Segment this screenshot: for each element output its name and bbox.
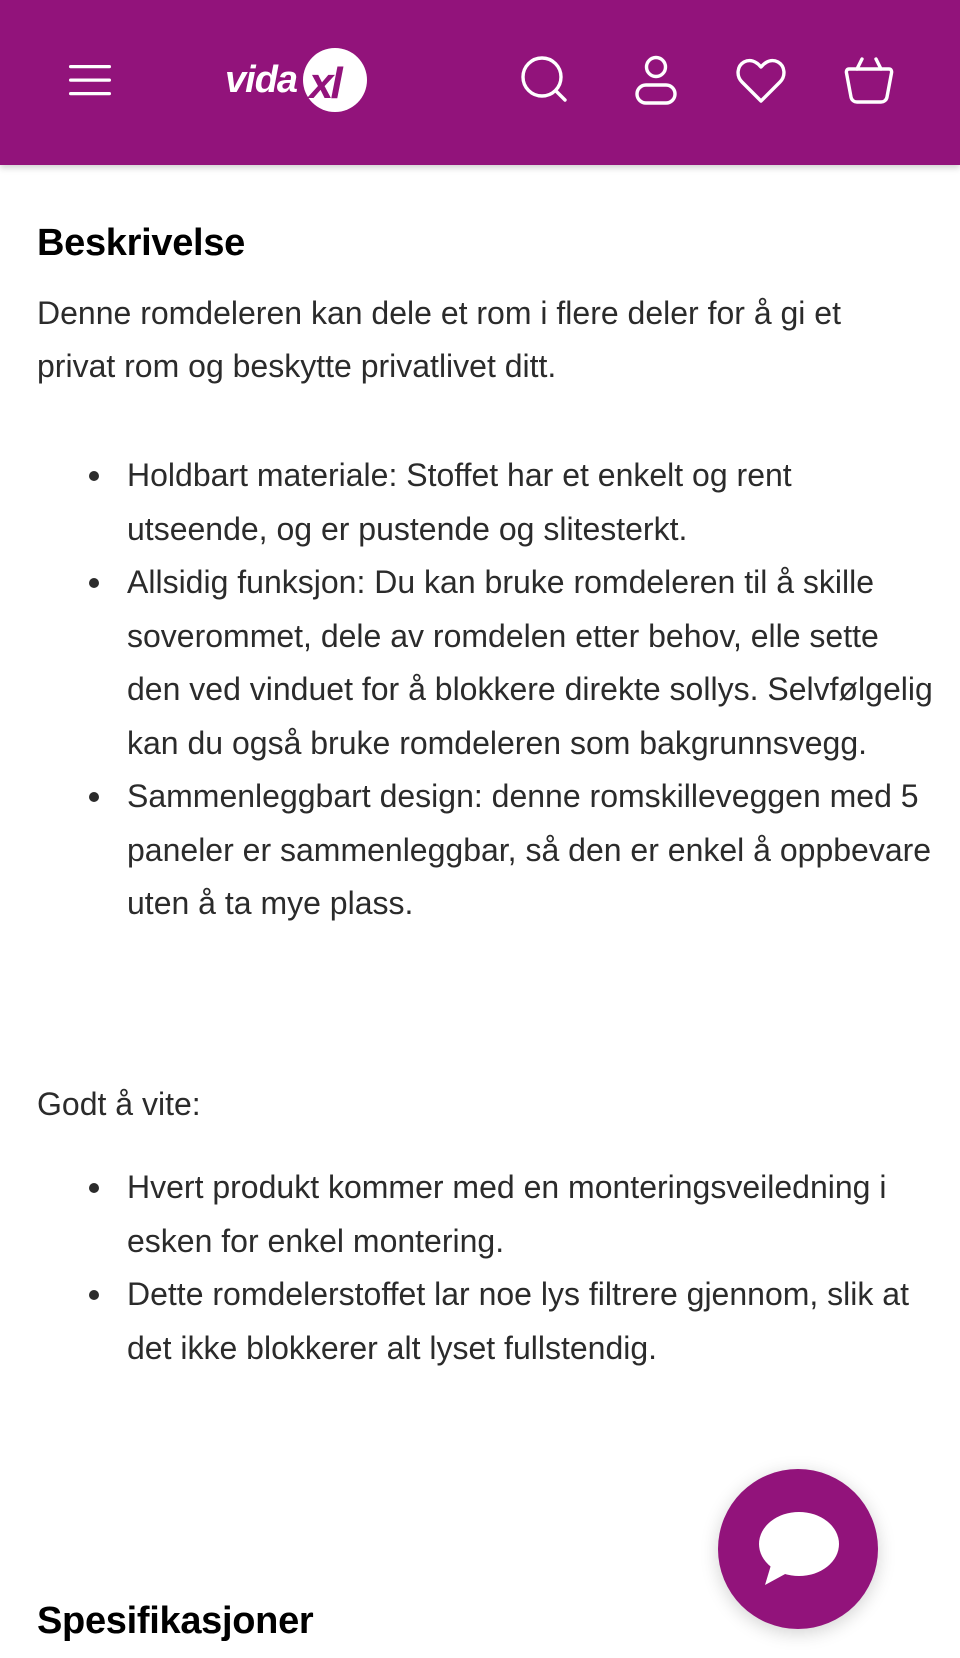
vidaxl-logo[interactable] xyxy=(218,42,378,118)
heart-icon xyxy=(735,57,787,105)
specifications-title: Spesifikasjoner xyxy=(37,1600,314,1642)
bullet-icon xyxy=(89,792,99,802)
list-item xyxy=(37,556,937,770)
good-to-know-label: Godt å vite: xyxy=(37,1086,201,1122)
bullet-icon xyxy=(89,471,99,481)
good-to-know-list xyxy=(37,1161,917,1375)
feature-text: Allsidig funksjon: Du kan bruke romdeleren til å skille soverommet, dele av romdelen etter behov, elle sette den ved vinduet for å blokkere direkte sollys. Selvfølgelig kan du også bruke romdeleren som bakgrunnsvegg. xyxy=(127,564,933,761)
account-button[interactable] xyxy=(625,52,687,110)
list-item xyxy=(37,1161,917,1268)
user-icon xyxy=(633,55,679,107)
basket-icon xyxy=(843,55,895,107)
search-button[interactable] xyxy=(515,52,577,110)
feature-list xyxy=(37,449,937,931)
description-intro: Denne romdeleren kan dele et rom i flere deler for å gi et privat rom og beskytte privatlivet ditt. xyxy=(37,295,841,384)
bullet-icon xyxy=(89,578,99,588)
svg-text:xl: xl xyxy=(309,59,340,108)
svg-text:vida: vida xyxy=(225,59,298,101)
feature-text: Sammenleggbart design: denne romskilleveggen med 5 paneler er sammenleggbar, så den er enkel å oppbevare uten å ta mye plass. xyxy=(127,778,932,921)
basket-button[interactable] xyxy=(838,52,900,110)
site-header xyxy=(0,0,960,165)
feature-text: Holdbart materiale: Stoffet har et enkelt og rent utseende, og er pustende og slitesterkt. xyxy=(127,457,792,547)
vidaxl-logo-mark xyxy=(223,42,373,118)
hamburger-menu-icon xyxy=(67,62,113,98)
search-icon xyxy=(520,55,572,107)
list-item xyxy=(37,449,937,556)
menu-button[interactable] xyxy=(60,55,120,105)
chat-bubble-icon xyxy=(755,1507,841,1591)
bullet-icon xyxy=(89,1183,99,1193)
bullet-icon xyxy=(89,1290,99,1300)
wishlist-button[interactable] xyxy=(730,52,792,110)
list-item xyxy=(37,1268,917,1375)
list-item xyxy=(37,770,937,931)
good-to-know-text: Dette romdelerstoffet lar noe lys filtrere gjennom, slik at det ikke blokkerer alt lyset fullstendig. xyxy=(127,1276,909,1366)
description-title: Beskrivelse xyxy=(37,222,245,264)
chat-button[interactable] xyxy=(718,1469,878,1629)
good-to-know-text: Hvert produkt kommer med en monteringsveiledning i esken for enkel montering. xyxy=(127,1169,887,1259)
